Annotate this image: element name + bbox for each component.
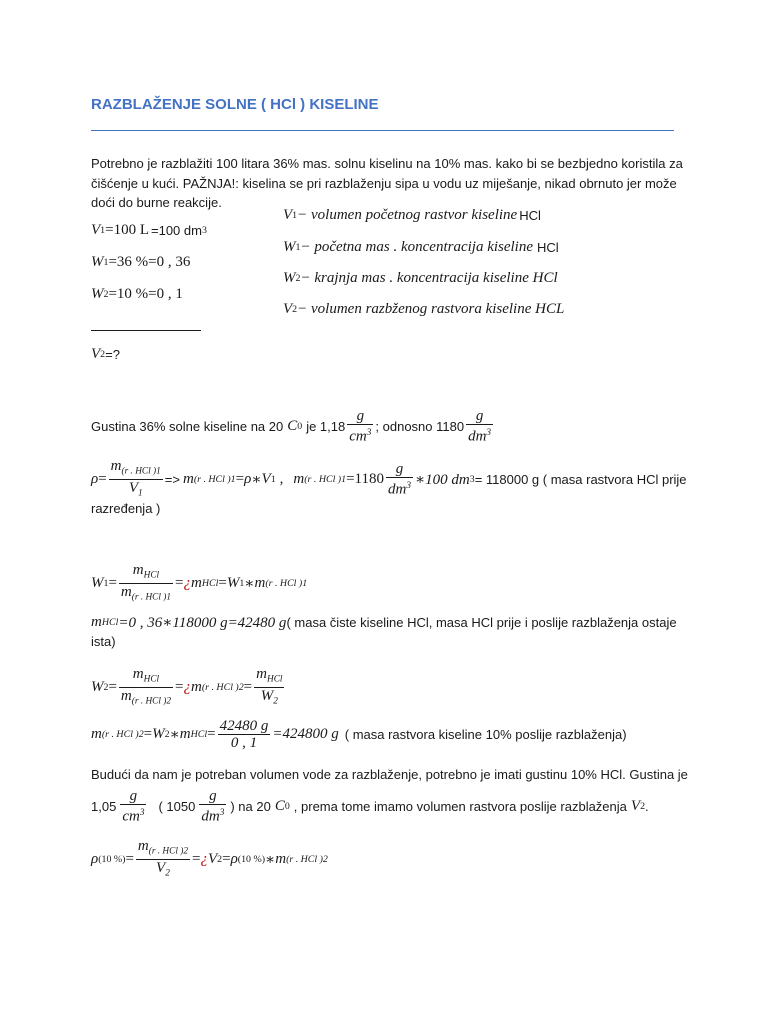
given-w2: W 2 =10 %=0 , 1 xyxy=(91,286,183,302)
legend-w2: W 2 − krajnja mas . koncentracija kiseline HCl xyxy=(283,270,558,286)
given-w1: W 1 =36 %=0 , 36 xyxy=(91,254,191,270)
legend-v1: V 1 − volumen početnog rastvor kiseline HCl xyxy=(283,207,541,223)
given-v1-unit: =100 dm xyxy=(151,223,202,238)
equation-mhcl-continuation: ista) xyxy=(91,634,116,649)
legend-v2: V 2 − volumen razbženog rastvora kiseline HCL xyxy=(283,301,565,317)
buduci-line-2: 1,05 $\frac{g}{cm^3}$ ( 1050 $\frac{g}{dm^3}$ ) na 20 C 0 , prema tome imamo volumen rastvora poslije razblaženja V 2 . xyxy=(91,788,649,825)
given-w1-value: =36 %=0 , 36 xyxy=(108,254,191,270)
given-v1: V 1 =100 L =100 dm 3 xyxy=(91,222,207,238)
given-w2-value: =10 %=0 , 1 xyxy=(108,286,183,302)
intro-line-3: doći do burne reakcije. xyxy=(91,195,222,210)
page-title: RAZBLAŽENJE SOLNE ( HCl ) KISELINE xyxy=(91,96,379,113)
equation-mr2: m (r . HCl )2 = W 2 ∗ m HCl = $\frac{42480 g}{0 , 1}$ =424800 g ( masa rastvora kiseline 10% poslije razblaženja) xyxy=(91,718,627,751)
equation-w2: W 2 = $\frac{m_{HCl}}{m_{(r . HCl )2}}$ = ¿ m (r . HCl )2 = $\frac{m_{HCl}}{W_2}$ xyxy=(91,666,283,707)
given-divider xyxy=(91,330,201,331)
density-line: Gustina 36% solne kiseline na 20 C 0 je 1,18 $\frac{g}{cm^3}$ ; odnosno 1180 $\frac{g}{dm^3}$ xyxy=(91,408,492,445)
given-v2-question: V 2 =? xyxy=(91,346,120,362)
given-v1-value: =100 L xyxy=(105,222,149,238)
density-fraction-dm3: $\frac{g}{dm^3}$ xyxy=(468,408,492,445)
title-underline xyxy=(91,130,674,131)
legend-w1: W 1 − početna mas . koncentracija kiseline HCl xyxy=(283,239,559,255)
intro-line-2: čišćenje u kući. PAŽNJA!: kiselina se pri razblaženju sipa u vodu uz miješanje, nikad obrnuto jer može xyxy=(91,176,677,191)
equation-rho: ρ = $\frac{m_{(r . HCl )1}}{V_1}$ => m (r . HCl )1 = ρ ∗ V 1 , m (r . HCl )1 =1180 $\frac{g}{dm^3}$ ∗100 dm 3 = 118000 g ( masa rastvora HCl prije xyxy=(91,458,687,499)
equation-rho-result: = 118000 g ( masa rastvora HCl prije xyxy=(474,472,687,488)
intro-line-1: Potrebno je razblažiti 100 litara 36% mas. solnu kiselinu na 10% mas. kako bi se bezbjedno koristila za xyxy=(91,156,683,171)
equation-w1: W 1 = $\frac{m_{HCl}}{m_{(r . HCl )1}}$ = ¿ m HCl = W 1 ∗ m (r . HCl )1 xyxy=(91,562,308,603)
buduci-line-1: Budući da nam je potreban volumen vode za razblaženje, potrebno je imati gustinu 10% HCl. Gustina je xyxy=(91,767,688,782)
density-fraction-cm3: $\frac{g}{cm^3}$ xyxy=(349,408,372,445)
equation-rho10: ρ (10 %) = $\frac{m_{(r . HCl )2}}{V_2}$ = ¿ V 2 = ρ (10 %) ∗ m (r . HCl )2 xyxy=(91,838,328,879)
equation-mhcl: m HCl =0 , 36∗118000 g=42480 g ( masa čiste kiseline HCl, masa HCl prije i poslije razblaženja ostaje xyxy=(91,614,677,631)
equation-rho-continuation: razređenja ) xyxy=(91,501,161,516)
